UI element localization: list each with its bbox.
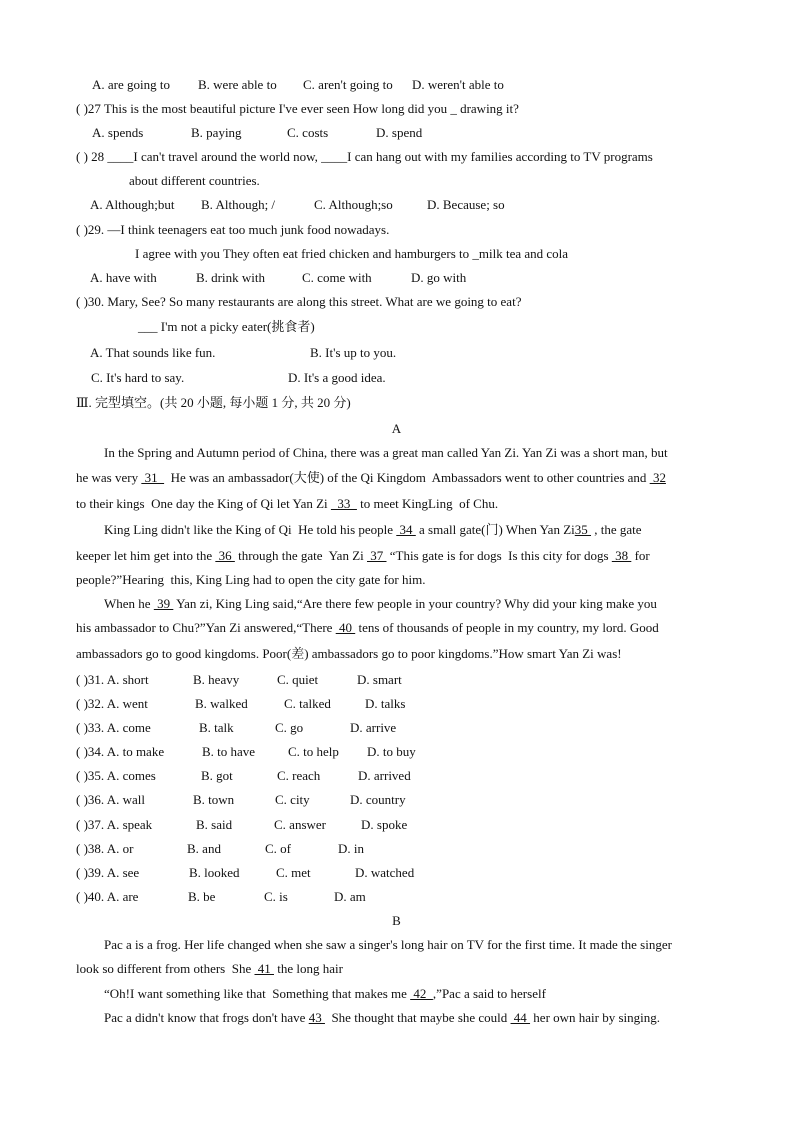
blank-42: 42 [410, 986, 433, 1001]
blank-33: 33 [330, 496, 357, 511]
q28-option-c: C. Although;so [314, 197, 393, 212]
q26-option-b: B. were able to [198, 77, 277, 92]
passage-a-line-8: his ambassador to Chu?”Yan Zi answered,“There 40 tens of thousands of people in my country, my lord. Good [76, 620, 659, 635]
q30-option-a: A. That sounds like fun. [90, 345, 216, 360]
passage-a-line-5: keeper let him get into the 36 through the gate Yan Zi 37 “This gate is for dogs Is this city for dogs 38 for [76, 548, 650, 563]
passage-a-label: A [391, 421, 402, 436]
q30-option-b: B. It's up to you. [310, 345, 397, 360]
blank-43: 43 [308, 1010, 325, 1025]
blank-31: 31 [141, 470, 165, 485]
q30-stem: ( )30. Mary, See? So many restaurants are along this street. What are we going to eat? [76, 294, 522, 309]
q29-option-a: A. have with [90, 270, 157, 285]
passage-a-line-7: When he 39 Yan zi, King Ling said,“Are there few people in your country? Why did your king make you [104, 596, 657, 611]
passage-a-line-9: ambassadors go to good kingdoms. Poor(差) ambassadors go to poor kingdoms.”How smart Yan Zi was! [76, 646, 622, 661]
passage-b-label: B [392, 913, 401, 928]
q28-stem-cont: about different countries. [129, 173, 260, 188]
q30-option-c: C. It's hard to say. [91, 370, 185, 385]
passage-a-line-1: In the Spring and Autumn period of China, there was a great man called Yan Zi. Yan Zi was a short man, but [104, 445, 668, 460]
q28-stem: ( ) 28 ____I can't travel around the world now, ____I can hang out with my families according to TV programs [76, 149, 653, 164]
q27-stem: ( )27 This is the most beautiful picture I've ever seen How long did you _ drawing it? [76, 101, 519, 116]
q30-option-d: D. It's a good idea. [288, 370, 386, 385]
blank-34: 34 [396, 522, 416, 537]
q29-stem-cont: I agree with you They often eat fried chicken and hamburgers to _milk tea and cola [135, 246, 569, 261]
q28-option-b: B. Although; / [201, 197, 276, 212]
passage-b-line-4: Pac a didn't know that frogs don't have 43 She thought that maybe she could 44 her own hair by singing. [104, 1010, 661, 1025]
q27-option-a: A. spends [92, 125, 144, 140]
blank-32: 32 [649, 470, 666, 485]
blank-38: 38 [611, 548, 632, 563]
q27-option-b: B. paying [191, 125, 242, 140]
passage-b-line-2: look so different from others She 41 the long hair [76, 961, 343, 976]
blank-40: 40 [335, 620, 356, 635]
blank-35: 35 [574, 522, 592, 537]
passage-b-line-1: Pac a is a frog. Her life changed when she saw a singer's long hair on TV for the first time. It made the singer [104, 937, 672, 952]
q27-option-c: C. costs [287, 125, 329, 140]
passage-a-line-2: he was very 31 He was an ambassador(大使) of the Qi Kingdom Ambassadors went to other countries and 32 [76, 470, 666, 485]
blank-39: 39 [153, 596, 174, 611]
passage-b-line-3: “Oh!I want something like that Something that makes me 42 ,”Pac a said to herself [104, 986, 546, 1001]
blank-36: 36 [215, 548, 235, 563]
q29-option-d: D. go with [411, 270, 467, 285]
q28-option-a: A. Although;but [90, 197, 175, 212]
passage-a-line-4: King Ling didn't like the King of Qi He told his people 34 a small gate(门) When Yan Zi35 , the gate [104, 522, 642, 537]
blank-37: 37 [367, 548, 387, 563]
passage-a-line-3: to their kings One day the King of Qi let Yan Zi 33 to meet KingLing of Chu. [76, 496, 499, 511]
passage-a-line-6: people?”Hearing this, King Ling had to open the city gate for him. [76, 572, 426, 587]
q27-option-d: D. spend [376, 125, 423, 140]
blank-44: 44 [510, 1010, 531, 1025]
q26-option-d: D. weren't able to [412, 77, 504, 92]
q26-option-c: C. aren't going to [303, 77, 393, 92]
q28-option-d: D. Because; so [427, 197, 505, 212]
q29-option-c: C. come with [302, 270, 372, 285]
q30-stem-cont: ___ I'm not a picky eater(挑食者) [138, 319, 315, 334]
q29-option-b: B. drink with [196, 270, 265, 285]
q29-stem: ( )29. —I think teenagers eat too much junk food nowadays. [76, 222, 390, 237]
section-title: Ⅲ. 完型填空。(共 20 小题, 每小题 1 分, 共 20 分) [76, 395, 351, 410]
q26-option-a: A. are going to [92, 77, 170, 92]
blank-41: 41 [254, 961, 274, 976]
